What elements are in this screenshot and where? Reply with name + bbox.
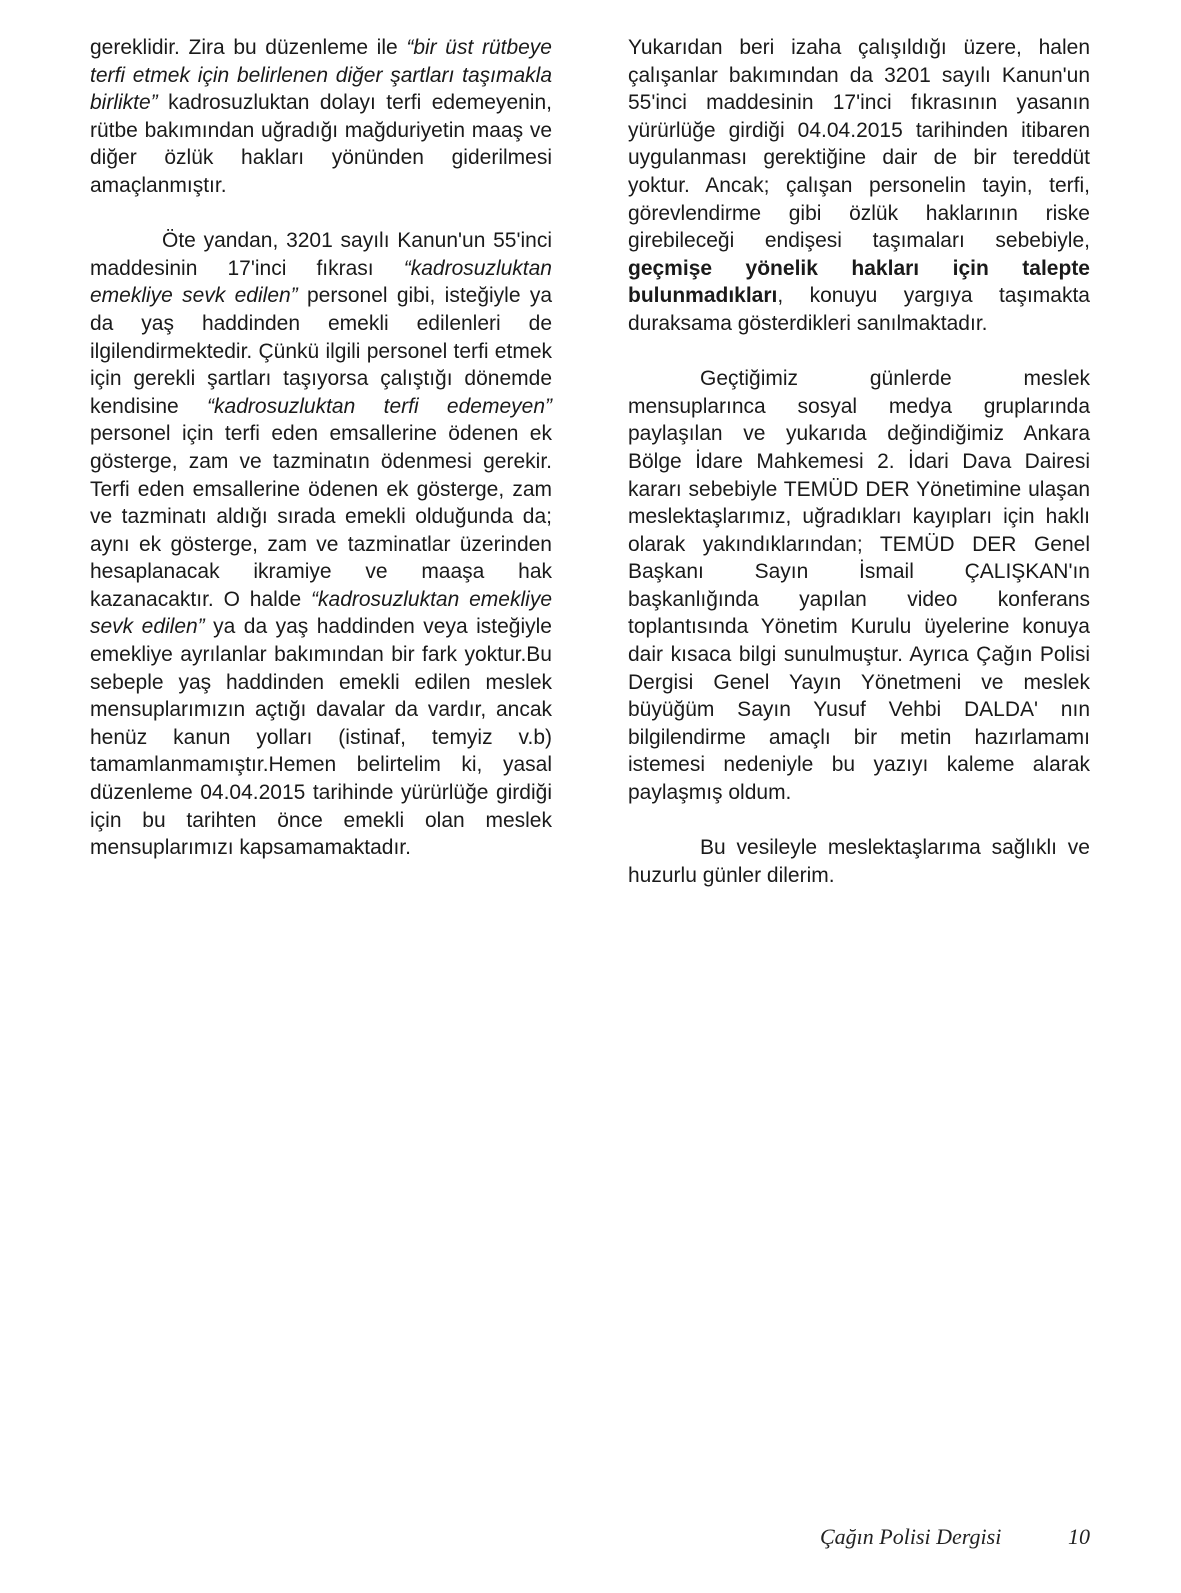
text-run: , konuyu yargıya taşımakta duraksama gösterdikleri sanılmaktadır. — [628, 284, 1090, 335]
text-run: Öte yandan, 3201 sayılı Kanun'un 55'inci maddesinin 17'inci fıkrası — [90, 229, 552, 280]
text-run: kadrosuzluktan dolayı terfi edemeyenin, rütbe bakımından uğradığı mağduriyetin maaş ve diğer özlük hakları yönünden giderilmesi amaçlanmıştır. — [90, 91, 552, 197]
text-run: Geçtiğimiz günlerde meslek mensuplarınca sosyal medya gruplarında paylaşılan ve yukarıda değindiğimiz Ankara Bölge İdare Mahkemesi 2. İdari Dava Dairesi kararı sebebiyle TEMÜD DER Yönetimine ulaşan meslektaşlarımız, uğradıkları kayıpları için haklı olarak yakındıklarından; TEMÜD DER Genel Başkanı Sayın İsmail ÇALIŞKAN'ın başkanlığında yapılan video konferans toplantısında Yönetim Kurulu üyelerine konuya dair kısaca bilgi sunulmuştur. Ayrıca Çağın Polisi Dergisi Genel Yayın Yönetmeni ve meslek büyüğüm Sayın Yusuf Vehbi DALDA' nın bilgilendirme amaçlı bir metin hazırlamamı istemesi nedeniyle bu yazıyı kaleme alarak paylaşmış oldum. — [628, 367, 1090, 805]
paragraph — [628, 34, 1090, 338]
paragraph — [628, 365, 1090, 807]
text-run: personel gibi, isteğiyle ya da yaş haddinden emekli edilenleri de ilgilendirmektedir. Çünkü ilgili personel terfi etmek için gerekli şartları taşıyorsa çalıştığı dönemde kendisine — [90, 284, 552, 418]
italic-text: “kadrosuzluktan emekliye sevk edilen” — [90, 587, 552, 639]
italic-text: “kadrosuzluktan emekliye sevk edilen” — [90, 256, 552, 308]
right-column — [628, 34, 1090, 889]
left-column — [90, 34, 552, 862]
paragraph — [90, 34, 552, 200]
italic-text: “kadrosuzluktan terfi edemeyen” — [207, 394, 552, 418]
text-run: gereklidir. Zira bu düzenleme ile — [90, 36, 407, 59]
text-run: Bu vesileyle meslektaşlarıma sağlıklı ve huzurlu günler dilerim. — [628, 836, 1090, 887]
paragraph — [628, 834, 1090, 889]
italic-text: “bir üst rütbeye terfi etmek için belirlenen diğer şartları taşımakla birlikte” — [90, 36, 552, 115]
text-run: Yukarıdan beri izaha çalışıldığı üzere, halen çalışanlar bakımından da 3201 sayılı Kanun'un 55'inci maddesinin 17'inci fıkrasının yasanın yürürlüğe girdiği 04.04.2015 tarihinden itibaren uygulanması gerektiğine dair de bir tereddüt yoktur. Ancak; çalışan personelin tayin, terfi, görevlendirme gibi özlük haklarının riske girebileceği endişesi taşımaları sebebiyle, — [628, 36, 1090, 253]
text-run: ya da yaş haddinden veya isteğiyle emekliye ayrılanlar bakımından bir fark yoktur.Bu sebeple yaş haddinden emekli edilen meslek mensuplarımızın açtığı davalar da vardır, ancak henüz kanun yolları (istinaf, temyiz v.b) tamamlanmamıştır.Hemen belirtelim ki, yasal düzenleme 04.04.2015 tarihinde yürürlüğe girdiği için bu tarihten önce emekli olan meslek mensuplarımızı kapsamamaktadır. — [90, 615, 552, 860]
magazine-title: Çağın Polisi Dergisi — [820, 1524, 1002, 1549]
text-run: personel için terfi eden emsallerine ödenen ek gösterge, zam ve tazminatın ödenmesi gerekir. Terfi eden emsallerine ödenen ek gösterge, zam ve tazminatı aldığı sırada emekli olduğunda da; aynı ek gösterge, zam ve tazminatlar üzerinden hesaplanacak ikramiye ve maaşa hak kazanacaktır. O halde — [90, 422, 552, 611]
paragraph — [90, 227, 552, 862]
bold-text: geçmişe yönelik hakları için talepte bulunmadıkları — [628, 256, 1090, 308]
page-number: 10 — [1068, 1524, 1090, 1549]
